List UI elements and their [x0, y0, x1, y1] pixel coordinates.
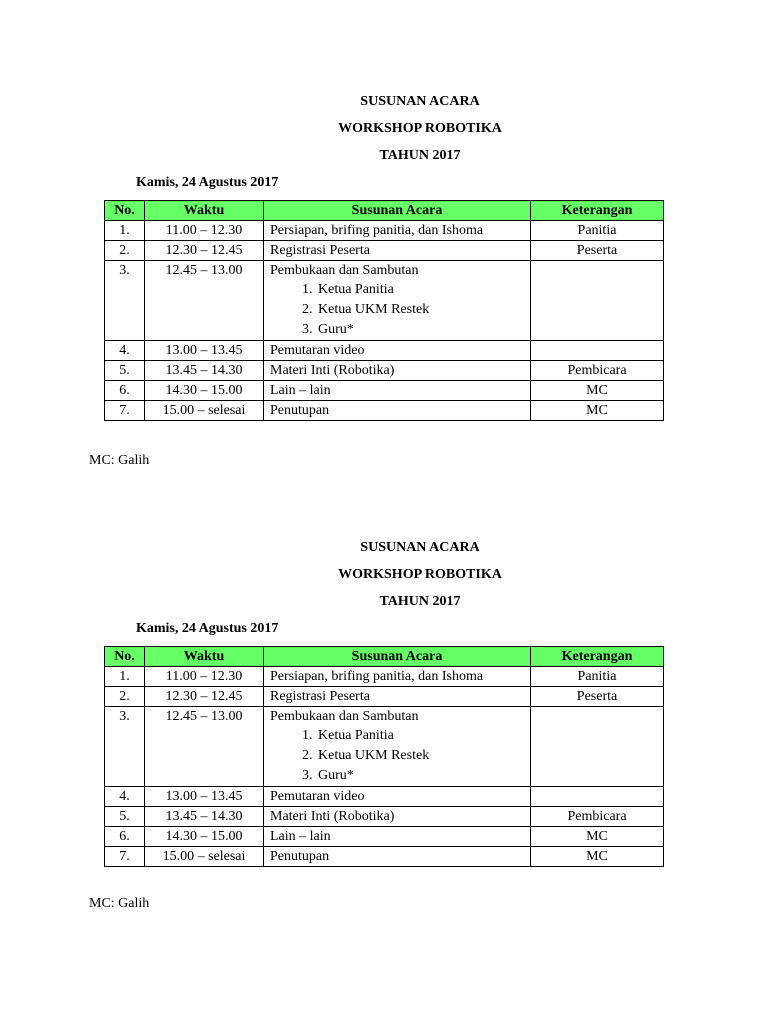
cell-keterangan: Peserta	[531, 241, 664, 261]
list-item: 2. Ketua UKM Restek	[316, 746, 524, 766]
block1-title-line2: WORKSHOP ROBOTIKA	[338, 121, 502, 136]
cell-no: 1.	[105, 221, 145, 241]
block2-mc-note: MC: Galih	[89, 896, 150, 911]
cell-no: 5.	[105, 361, 145, 381]
table-row	[105, 667, 664, 687]
table-row	[105, 381, 664, 401]
table-row	[105, 241, 664, 261]
table-row	[105, 707, 664, 787]
list-item: 2. Ketua UKM Restek	[316, 300, 524, 320]
header-waktu: Waktu	[145, 647, 264, 667]
cell-waktu: 11.00 – 12.30	[145, 221, 264, 241]
cell-no: 7.	[105, 847, 145, 867]
cell-acara: Penutupan	[264, 401, 531, 421]
table-row	[105, 401, 664, 421]
cell-keterangan	[531, 707, 664, 787]
block2-date: Kamis, 24 Agustus 2017	[136, 621, 279, 636]
cell-keterangan	[531, 261, 664, 341]
cell-keterangan	[531, 341, 664, 361]
header-susunan-acara: Susunan Acara	[264, 201, 531, 221]
cell-waktu: 14.30 – 15.00	[145, 381, 264, 401]
cell-waktu: 15.00 – selesai	[145, 401, 264, 421]
cell-keterangan	[531, 787, 664, 807]
cell-waktu: 13.00 – 13.45	[145, 341, 264, 361]
table-header-row	[105, 201, 664, 221]
cell-no: 1.	[105, 667, 145, 687]
list-item: 1. Ketua Panitia	[316, 726, 524, 746]
cell-acara	[264, 261, 531, 341]
table-row	[105, 847, 664, 867]
table-row	[105, 361, 664, 381]
cell-acara: Pemutaran video	[264, 787, 531, 807]
cell-waktu: 12.30 – 12.45	[145, 687, 264, 707]
cell-waktu: 13.45 – 14.30	[145, 361, 264, 381]
cell-no: 4.	[105, 341, 145, 361]
cell-keterangan: Panitia	[531, 221, 664, 241]
block2-title-line2: WORKSHOP ROBOTIKA	[338, 567, 502, 582]
block1-title-line1: SUSUNAN ACARA	[360, 94, 480, 109]
table-row	[105, 807, 664, 827]
cell-keterangan: MC	[531, 827, 664, 847]
cell-acara: Pemutaran video	[264, 341, 531, 361]
cell-waktu: 12.30 – 12.45	[145, 241, 264, 261]
cell-no: 2.	[105, 687, 145, 707]
table-row	[105, 261, 664, 341]
cell-acara: Registrasi Peserta	[264, 241, 531, 261]
cell-no: 5.	[105, 807, 145, 827]
cell-no: 2.	[105, 241, 145, 261]
cell-keterangan: Pembicara	[531, 807, 664, 827]
cell-keterangan: Peserta	[531, 687, 664, 707]
header-keterangan: Keterangan	[531, 647, 664, 667]
cell-no: 4.	[105, 787, 145, 807]
sub-list	[270, 726, 524, 786]
cell-acara: Lain – lain	[264, 827, 531, 847]
cell-acara: Materi Inti (Robotika)	[264, 361, 531, 381]
cell-no: 3.	[105, 261, 145, 341]
cell-acara: Lain – lain	[264, 381, 531, 401]
cell-acara: Materi Inti (Robotika)	[264, 807, 531, 827]
cell-waktu: 14.30 – 15.00	[145, 827, 264, 847]
sub-list	[270, 280, 524, 340]
cell-no: 6.	[105, 827, 145, 847]
header-no: No.	[105, 201, 145, 221]
block2-title-line1: SUSUNAN ACARA	[360, 540, 480, 555]
cell-acara: Penutupan	[264, 847, 531, 867]
list-item: 3. Guru*	[316, 766, 524, 786]
list-item: 3. Guru*	[316, 320, 524, 340]
header-susunan-acara: Susunan Acara	[264, 647, 531, 667]
list-item: 1. Ketua Panitia	[316, 280, 524, 300]
cell-no: 7.	[105, 401, 145, 421]
block1-title-line3: TAHUN 2017	[379, 148, 461, 163]
table-header-row	[105, 647, 664, 667]
cell-waktu: 15.00 – selesai	[145, 847, 264, 867]
cell-keterangan: MC	[531, 401, 664, 421]
block1-schedule-table	[104, 200, 664, 421]
cell-acara: Persiapan, brifing panitia, dan Ishoma	[264, 667, 531, 687]
table-row	[105, 341, 664, 361]
cell-waktu: 13.00 – 13.45	[145, 787, 264, 807]
cell-keterangan: Pembicara	[531, 361, 664, 381]
table-row	[105, 827, 664, 847]
cell-keterangan: Panitia	[531, 667, 664, 687]
cell-acara-text: Pembukaan dan Sambutan	[270, 263, 419, 278]
cell-waktu: 12.45 – 13.00	[145, 261, 264, 341]
block2-title-line3: TAHUN 2017	[379, 594, 461, 609]
cell-acara: Persiapan, brifing panitia, dan Ishoma	[264, 221, 531, 241]
header-waktu: Waktu	[145, 201, 264, 221]
cell-keterangan: MC	[531, 381, 664, 401]
cell-waktu: 12.45 – 13.00	[145, 707, 264, 787]
header-keterangan: Keterangan	[531, 201, 664, 221]
block1-date: Kamis, 24 Agustus 2017	[136, 175, 279, 190]
table-row	[105, 687, 664, 707]
cell-no: 6.	[105, 381, 145, 401]
header-no: No.	[105, 647, 145, 667]
cell-acara: Registrasi Peserta	[264, 687, 531, 707]
cell-acara-text: Pembukaan dan Sambutan	[270, 709, 419, 724]
cell-keterangan: MC	[531, 847, 664, 867]
block2-schedule-table	[104, 646, 664, 867]
table-row	[105, 787, 664, 807]
cell-waktu: 11.00 – 12.30	[145, 667, 264, 687]
cell-no: 3.	[105, 707, 145, 787]
block1-mc-note: MC: Galih	[89, 453, 150, 468]
cell-acara	[264, 707, 531, 787]
cell-waktu: 13.45 – 14.30	[145, 807, 264, 827]
table-row	[105, 221, 664, 241]
